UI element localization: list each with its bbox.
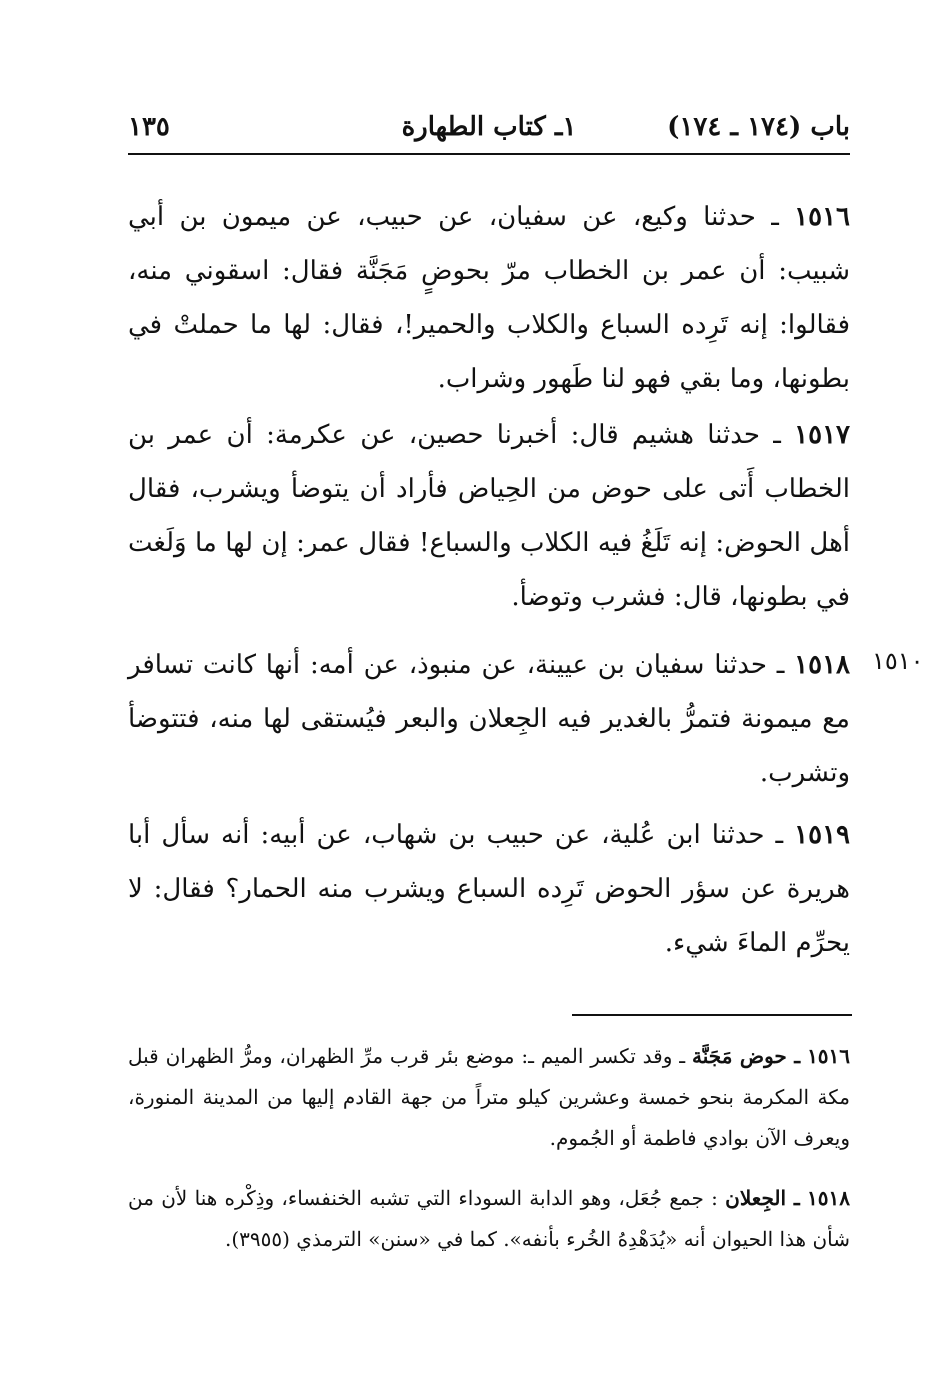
book-title: ١ـ كتاب الطهارة: [401, 112, 577, 142]
page-header: [128, 108, 850, 148]
hadith-text: ـ حدثنا وكيع، عن سفيان، عن حبيب، عن ميمون بن أبي شبيب: أن عمر بن الخطاب مرّ بحوضٍ مَجَنَّة فقال: اسقوني منه، فقالوا: إنه تَرِده السباع والكلاب والحمير!، فقال: لها ما حملتْ في بطونها، وما بقي فهو لنا طَهور وشراب.: [128, 202, 850, 394]
hadith-text: ـ حدثنا ابن عُلية، عن حبيب بن شهاب، عن أبيه: أنه سأل أبا هريرة عن سؤر الحوض تَرِده السباع ويشرب منه الحمار؟ فقال: لا يحرِّم الماءَ شيء.: [128, 820, 850, 958]
footnote: [128, 1178, 850, 1260]
hadith-paragraph: [128, 808, 850, 970]
footnote-divider: [572, 1014, 852, 1016]
hadith-text: ـ حدثنا هشيم قال: أخبرنا حصين، عن عكرمة: أن عمر بن الخطاب أَتى على حوض من الحِياض فأراد أن يتوضأ ويشرب، فقال أهل الحوض: إنه تَلَغُ فيه الكلاب والسباع! فقال عمر: إن لها ما وَلَغت في بطونها، قال: فشرب وتوضأ.: [128, 420, 850, 612]
hadith-paragraph: [128, 638, 850, 800]
footnote-number: ١٥١٦: [807, 1044, 851, 1068]
hadith-number: ١٥١٦: [794, 202, 851, 232]
hadith-number: ١٥١٨: [794, 650, 850, 680]
footnote-text: ـ وقد تكسر الميم ـ: موضع بئر قرب مرِّ الظهران، ومرُّ الظهران قبل مكة المكرمة بنحو خمسة وعشرين كيلو متراً من جهة القادم إليها من المدينة المنورة، ويعرف الآن بوادي فاطمة أو الجُموم.: [128, 1044, 850, 1150]
footnote-text: : جمع جُعَل، وهو الدابة السوداء التي تشبه الخنفساء، وذِكْره هنا لأن من شأن هذا الحيوان أنه «يُدَهْدِهُ الخُرء بأنفه». كما في «سنن» الترمذي (٣٩٥٥).: [128, 1186, 850, 1251]
hadith-number: ١٥١٩: [794, 820, 850, 850]
page-number: ١٣٥: [128, 112, 170, 142]
footnote-term: ـ حوض مَجَنَّة: [692, 1044, 801, 1068]
footnote-number: ١٥١٨: [807, 1186, 851, 1210]
hadith-paragraph: [128, 190, 850, 406]
header-divider: [128, 153, 850, 155]
margin-reference-number: ١٥١٠: [872, 647, 924, 675]
hadith-paragraph: [128, 408, 850, 624]
section-heading: باب (١٧٤ ـ ١٧٤): [667, 112, 850, 142]
hadith-number: ١٥١٧: [794, 420, 850, 450]
footnote-term: ـ الجِعلان: [725, 1186, 800, 1210]
footnote: [128, 1036, 850, 1159]
hadith-text: ـ حدثنا سفيان بن عيينة، عن منبوذ، عن أمه: أنها كانت تسافر مع ميمونة فتمرُّ بالغدير فيه الجِعلان والبعر فيُستقى لها منه، فتتوضأ وتشرب.: [128, 650, 850, 788]
